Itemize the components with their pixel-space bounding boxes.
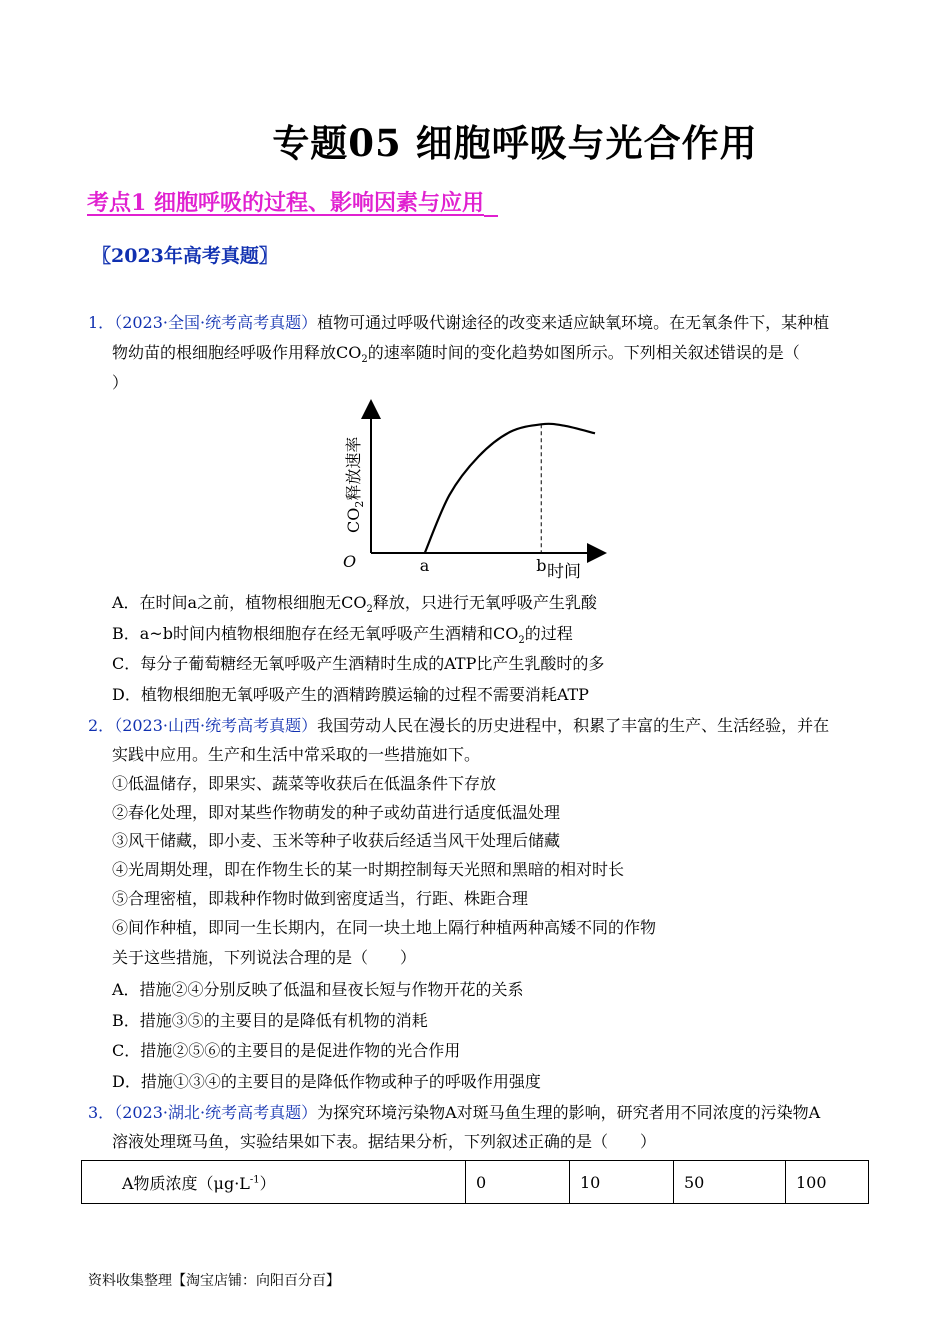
q2-option-d[interactable]: D．措施①③④的主要目的是降低作物或种子的呼吸作用强度 [112,1072,541,1091]
q3-source: （2023·湖北·统考高考真题） [114,1103,318,1122]
section-heading-underline-tail [484,193,498,217]
footer-note: 资料收集整理【淘宝店铺：向阳百分百】 [88,1273,340,1289]
q2-item-1: ①低温储存，即果实、蔬菜等收获后在低温条件下存放 [112,774,497,793]
q1-option-b-text2: 的过程 [524,624,573,643]
year-header: 〖2023年高考真题〗 [92,245,278,267]
q2-source: （2023·山西·统考高考真题） [114,716,318,735]
table-header-sup: -1 [249,1174,260,1186]
series-line [425,424,595,553]
q2-item-3: ③风干储藏，即小麦、玉米等种子收获后经适当风干处理后储藏 [112,831,561,850]
q1-stem-sub: 2 [361,354,368,366]
q1-option-a-sub: 2 [366,604,373,616]
table-header-text: A物质浓度（μg·L [122,1173,250,1193]
q1-stem-line2 [112,339,800,374]
table-cell: 100 [786,1161,869,1204]
table-cell: 50 [674,1161,786,1204]
q3-stem-line2: 溶液处理斑马鱼，实验结果如下表。据结果分析，下列叙述正确的是（ ） [112,1132,657,1151]
table-header-cell [82,1161,466,1204]
q2-option-b[interactable]: B．措施③⑤的主要目的是降低有机物的消耗 [112,1011,428,1030]
q3-number: 3． [88,1103,115,1122]
q2-option-c[interactable]: C．措施②⑤⑥的主要目的是促进作物的光合作用 [112,1041,461,1060]
q1-option-c[interactable]: C．每分子葡萄糖经无氧呼吸产生酒精时生成的ATP比产生乳酸时的多 [112,654,605,673]
origin-label: O [343,552,357,571]
q3-stem-text1: 为探究环境污染物A对斑马鱼生理的影响，研究者用不同浓度的污染物A [317,1103,821,1122]
q2-item-6: ⑥间作种植，即同一生长期内，在同一块土地上隔行种植两种高矮不同的作物 [112,918,657,937]
page-title: 专题05 细胞呼吸与光合作用 [272,121,758,165]
table-header-text-end: ） [259,1173,276,1193]
q1-option-a[interactable] [112,589,597,624]
q2-item-4: ④光周期处理，即在作物生长的某一时期控制每天光照和黑暗的相对时长 [112,860,625,879]
x-tick-a: a [419,556,430,575]
q1-option-b-sub: 2 [518,635,525,647]
co2-release-chart [325,395,615,585]
table-cell: 10 [570,1161,674,1204]
q2-item-5: ⑤合理密植，即栽种作物时做到密度适当，行距、株距合理 [112,889,529,908]
q2-option-a[interactable]: A．措施②④分别反映了低温和昼夜长短与作物开花的关系 [112,980,524,999]
table-cell: 0 [466,1161,570,1204]
q1-option-a-text1: A．在时间a之前，植物根细胞无CO [112,593,367,612]
q1-option-d[interactable]: D．植物根细胞无氧呼吸产生的酒精跨膜运输的过程不需要消耗ATP [112,685,589,704]
q1-stem-text2b: 的速率随时间的变化趋势如图所示。下列相关叙述错误的是（ [367,343,800,362]
y-axis-label: $CO_2$释放速率 [344,436,366,533]
q1-number: 1． [88,313,115,332]
q2-number: 2． [88,716,115,735]
q2-item-2: ②春化处理，即对某些作物萌发的种子或幼苗进行适度低温处理 [112,803,561,822]
q2-stem-line2: 实践中应用。生产和生活中常采取的一些措施如下。 [112,745,481,764]
q1-stem-text2a: 物幼苗的根细胞经呼吸作用释放CO [112,343,362,362]
section-heading [87,186,498,217]
table-row [82,1161,869,1204]
q1-stem-line3: ） [112,373,129,392]
q1-source: （2023·全国·统考高考真题） [114,313,318,332]
q2-stem-line1 [88,712,829,740]
x-tick-b: b [536,556,547,575]
q2-stem-text1: 我国劳动人民在漫长的历史进程中，积累了丰富的生产、生活经验，并在 [317,716,830,735]
q3-data-table [81,1160,869,1204]
q2-question: 关于这些措施，下列说法合理的是（ ） [112,948,417,967]
q1-option-b-text1: B．a~b时间内植物根细胞存在经无氧呼吸产生酒精和CO [112,624,519,643]
x-axis-label: 时间 [547,562,581,582]
q1-stem-text1: 植物可通过呼吸代谢途径的改变来适应缺氧环境。在无氧条件下，某种植 [317,313,830,332]
q1-option-a-text2: 释放，只进行无氧呼吸产生乳酸 [372,593,597,612]
section-heading-text: 考点1 细胞呼吸的过程、影响因素与应用 [87,190,484,216]
q1-stem-line1 [88,309,829,337]
q3-stem-line1 [88,1099,820,1127]
